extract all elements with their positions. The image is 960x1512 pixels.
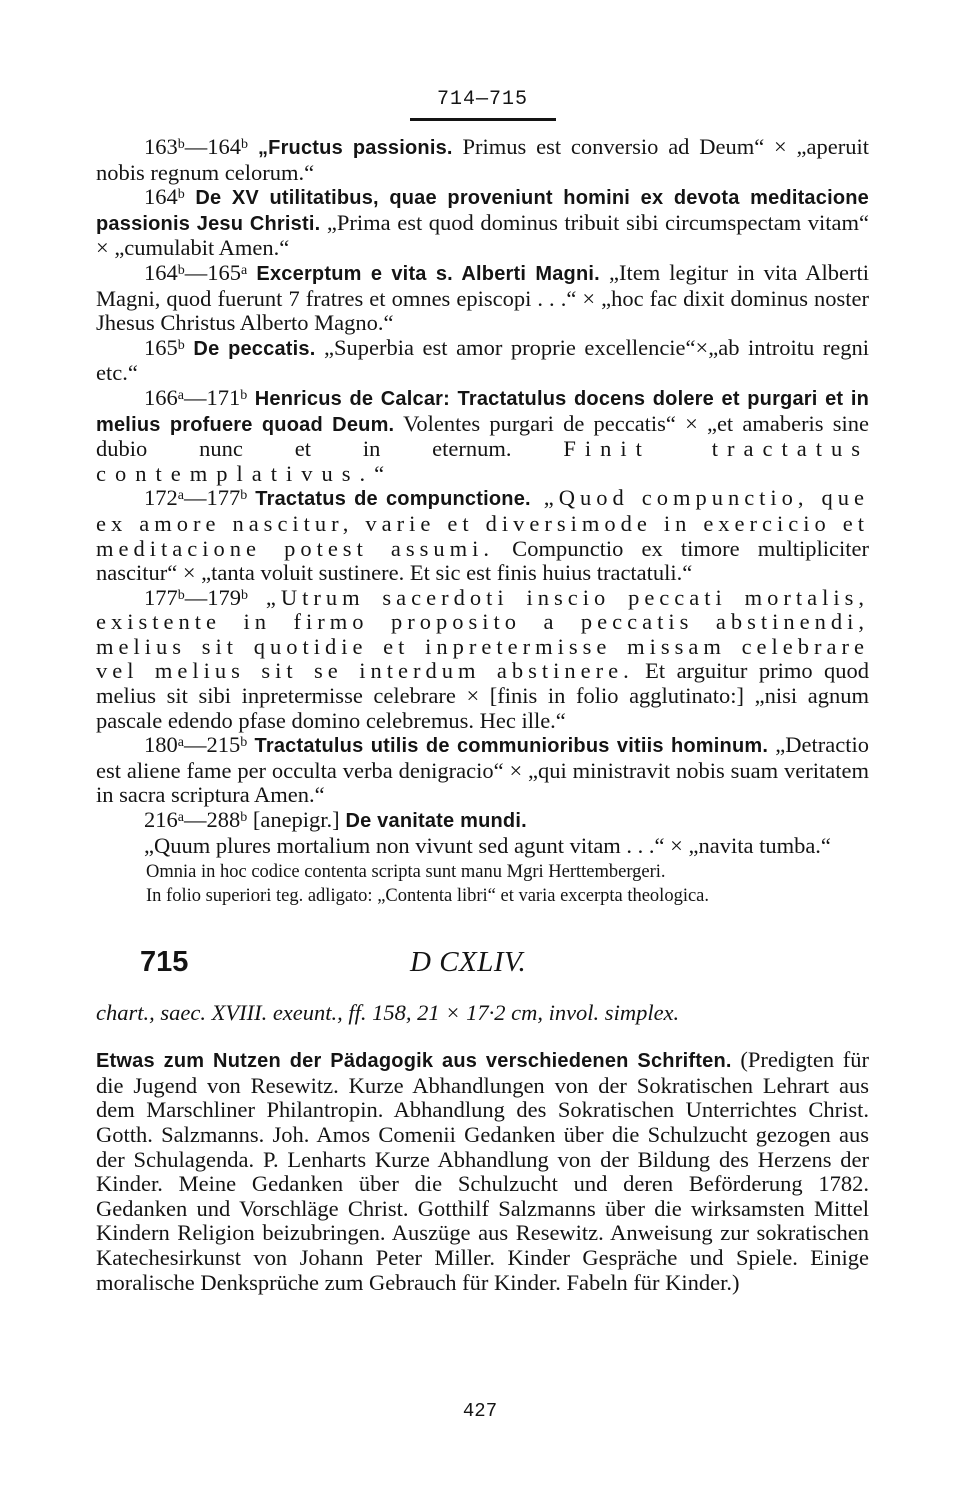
entry-text: „Quum plures mortalium non vivunt sed agunt vitam . . .“ × „navita tumba.“ xyxy=(144,832,831,858)
section-signature: D CXLIV. xyxy=(410,946,527,979)
page xyxy=(96,88,869,1295)
entry-title: Tractatulus utilis de communioribus vitiis hominum. xyxy=(247,735,769,758)
head-rule xyxy=(410,118,556,121)
spaced-text: Finit tractatus contemplativus. xyxy=(96,436,870,486)
section-text: (Predigten für die Jugend von Resewitz. Kurze Abhandlungen von der Sokratischen Lehrart aus dem Marschliner Philantropin. Abhandlung des Sokratischen Unterrichtes Christ. Gotth. Salzmanns. Joh. Amos Comenii Gedanken über die Schulzucht gezogen aus der Schulagenda. P. Lenharts Kurze Abhandlung von der Bildung des Herzens der Kinder. Meine Gedanken über die Schulzucht und deren Beförderung 1782. Gedanken und Vorschläge Christ. Gotthilf Salzmanns über die wirksamsten Mittel Kindern Religion beizubringen. Auszüge aus Resewitz. Anweisung zur sokratischen Katechesirkunst von Johann Peter Miller. Kinder Gespräche und Spiele. Einige moralische Denksprüche zum Gebrauch für Kinder. Fabeln für Kinder.) xyxy=(96,1047,869,1295)
entry-text: Et arguitur primo quod melius sit sibi inpretermisse celebrare × [finis in folio agglutinato:] „nisi agnum pascale edendo pfase domino celebremus. Hec ille.“ xyxy=(96,658,869,733)
running-head: 714—715 xyxy=(436,88,528,111)
note: Omnia in hoc codice contenta scripta sunt manu Mgri Herttembergeri. xyxy=(146,862,666,883)
folio-ref: 165 xyxy=(144,334,178,360)
folio-ref: 216 xyxy=(144,807,178,833)
folio-ref: 177 xyxy=(144,584,178,610)
entry: 180$^a$—215$^b$ Tractatulus utilis de communioribus vitiis hominum. „Detractio est aliene fame per occulta verba denigracio“ × „qui ministravit nobis suam veritatem in sacra scriptura Amen.“ xyxy=(96,732,869,808)
entry-title: Tractatus de compunctione. xyxy=(247,488,531,511)
codex-description: chart., saec. XVIII. exeunt., ff. 158, 21 × 17·2 cm, invol. simplex. xyxy=(96,1000,680,1026)
entry-text: Compunctio ex timore multipliciter nascitur“ × „tanta voluit sustinere. Et sic est finis huius tractatuli.“ xyxy=(96,535,869,586)
entry-title: De peccatis. xyxy=(184,337,316,360)
spaced-text: „Utrum sacerdoti inscio peccati mortalis, existente in firmo proposito a peccatis abstinendi, melius sit quotidie et inpretermisse missam celebrare vel melius sit se interdum abstinere. xyxy=(96,584,869,684)
entry: 165$^b$ De peccatis. „Superbia est amor proprie excellencie“×„ab introitu regni etc.“ xyxy=(96,334,870,386)
entry-text: Volentes purgari de peccatis“ × „et amaberis sine dubio nunc et in eternum. xyxy=(96,410,869,462)
entry-text: „Superbia est amor proprie excellencie“×„ab introitu regni etc.“ xyxy=(96,334,870,386)
entry-title: De XV utilitatibus, quae proveniunt homini ex devota meditacione passionis Jesu Christi. xyxy=(96,187,869,235)
entry-text: „Detractio est aliene fame per occulta verba denigracio“ × „qui ministravit nobis suam veritatem in sacra scriptura Amen.“ xyxy=(96,732,869,808)
section-body xyxy=(96,1048,869,1295)
section-title: Etwas zum Nutzen der Pädagogik aus verschiedenen Schriften. xyxy=(96,1050,732,1073)
folio-ref: 166 xyxy=(144,384,178,410)
entry-title: „Fructus passionis. xyxy=(248,137,453,159)
spaced-text: „Quod compunctio, que ex amore nascitur, varie et diversimode in exercicio et meditacione potest assumi. xyxy=(96,485,870,561)
entry: 216$^a$—288$^b$ [anepigr.] De vanitate mundi. „Quum plures mortalium non vivunt sed agunt vitam . . .“ × „navita tumba.“ xyxy=(144,807,831,858)
entry-title: Excerptum e vita s. Alberti Magni. xyxy=(247,262,600,285)
entry-title: De vanitate mundi. xyxy=(339,810,527,833)
folio-ref: 164 xyxy=(144,259,178,285)
entry-text: „Prima est quod dominus tribuit sibi circumspectam vitam“ × „cumulabit Amen.“ xyxy=(96,209,870,261)
folio-ref: 180 xyxy=(144,732,178,758)
entry: 164$^b$—165$^a$ Excerptum e vita s. Alberti Magni. „Item legitur in vita Alberti Magni, quod fuerunt 7 fratres et omnes episcopi . . .“ × „hoc fac dixit dominus noster Jhesus Christus Alberto Magno.“ xyxy=(96,259,869,336)
note: In folio superiori teg. adligato: „Contenta libri“ et varia excerpta theologica. xyxy=(146,886,710,907)
folio-ref: 164 xyxy=(144,184,178,210)
entry: 166$^a$—171$^b$ Henricus de Calcar: Tractatulus docens dolere et purgari et in melius profuere quoad Deum. Volentes purgari de peccatis“ × „et amaberis sine dubio nunc et in eternum. Finit tractatus contemplativus.“ xyxy=(96,384,870,486)
entry-title: Henricus de Calcar: Tractatulus docens dolere et purgari et in melius profuere quoad Deum. xyxy=(96,387,869,436)
entry-text: „Item legitur in vita Alberti Magni, quod fuerunt 7 fratres et omnes episcopi . . .“ × „hoc fac dixit dominus noster Jhesus Christus Alberto Magno.“ xyxy=(96,259,869,336)
entry-text: Primus est conversio ad Deum“ × „aperuit nobis regnum celorum.“ xyxy=(96,134,870,185)
entry: 164$^b$ De XV utilitatibus, quae proveniunt homini ex devota meditacione passionis Jesu Christi. „Prima est quod dominus tribuit sibi circumspectam vitam“ × „cumulabit Amen.“ xyxy=(96,184,870,261)
entry: 177$^b$—179$^b$ „Utrum sacerdoti inscio peccati mortalis, existente in firmo proposito a peccatis abstinendi, melius sit quotidie et inpretermisse missam celebrare vel melius sit se interdum abstinere. Et arguitur primo quod melius sit sibi inpretermisse celebrare × [finis in folio agglutinato:] „nisi agnum pascale edendo pfase domino celebremus. Hec ille.“ xyxy=(96,584,869,733)
page-number: 427 xyxy=(462,1400,498,1422)
entry: 172$^a$—177$^b$ Tractatus de compunctione. „Quod compunctio, que ex amore nascitur, varie et diversimode in exercicio et meditacione potest assumi. Compunctio ex timore multipliciter nascitur“ × „tanta voluit sustinere. Et sic est finis huius tractatuli.“ xyxy=(96,485,870,586)
entry: 163$^b$—164$^b$ „Fructus passionis. Primus est conversio ad Deum“ × „aperuit nobis regnum celorum.“ xyxy=(96,134,870,185)
folio-ref: 163 xyxy=(144,134,178,159)
section-heading xyxy=(96,946,869,984)
folio-ref: 172 xyxy=(144,485,178,511)
section-number: 715 xyxy=(140,946,189,979)
